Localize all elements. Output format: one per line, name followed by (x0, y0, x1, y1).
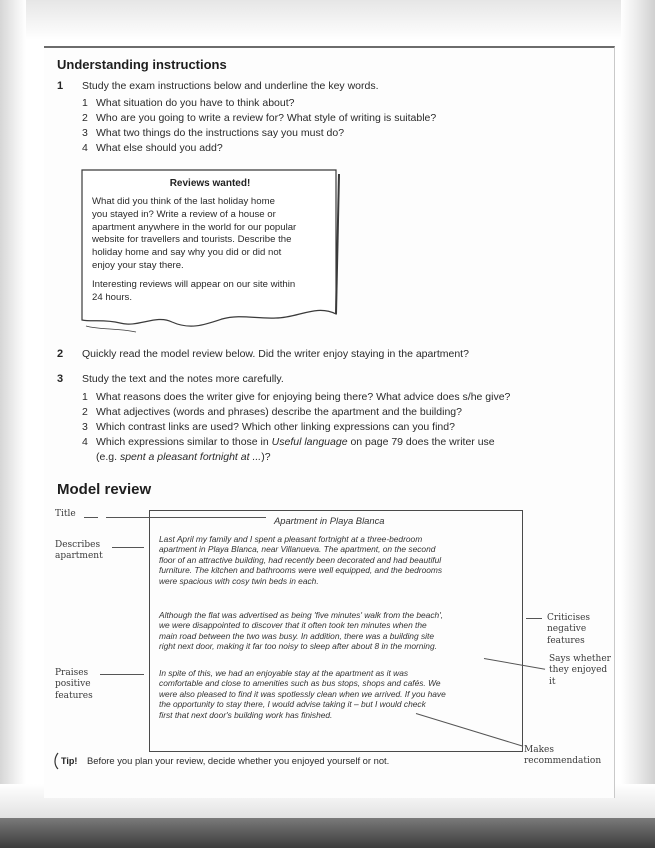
q1-item-4: 4 What else should you add? (82, 142, 223, 154)
note-describes: Describes apartment (55, 540, 103, 562)
model-review-heading: Model review (57, 481, 152, 498)
note-praises-connector (100, 674, 144, 675)
box-instructions: What did you think of the last holiday home you stayed in? Write a review of a house or apartment anywhere in the world for our popular website for travellers and tourists. Describe the holiday home and say why you did or did not enjoy your stay there. Interesting reviews will appear on our site within 24 hours. (92, 196, 297, 303)
q3-item-1: 1 What reasons does the writer give for enjoying being there? What advice does s/he give? (82, 391, 511, 403)
note-describes-connector (112, 547, 144, 548)
note-criticises-connector (526, 618, 542, 619)
note-says: Says whether they enjoyed it (549, 654, 611, 687)
q1-item-3: 3 What two things do the instructions say you must do? (82, 127, 345, 139)
question-2-number: 2 (57, 348, 64, 360)
review-title: Apartment in Playa Blanca (274, 515, 385, 526)
tip-label: Tip! (61, 756, 78, 766)
tip-text: Before you plan your review, decide whether you enjoyed yourself or not. (87, 755, 390, 766)
section-heading: Understanding instructions (57, 57, 227, 72)
scan-shadow-right (621, 0, 655, 848)
review-paragraph-3: In spite of this, we had an enjoyable stay at the apartment as it was comfortable and close to amenities such as bus stops, shops and cafés. We were also pleased to find it was spotlessly clean when we arrived. If you have the opportunity to stay there, I would advise taking it – but I would check first that next door's building work has finished. (159, 668, 446, 720)
question-1-text: Study the exam instructions below and underline the key words. (82, 80, 379, 92)
q3-item-3: 3 Which contrast links are used? Which other linking expressions can you find? (82, 421, 455, 433)
note-title: Title (55, 509, 76, 519)
q1-item-2: 2 Who are you going to write a review for? What style of writing is suitable? (82, 112, 437, 124)
review-paragraph-2: Although the flat was advertised as being 'five minutes' walk from the beach', we were disappointed to discover that it often took ten minutes when the main road between the two was busy. In addition, there was a building site right next door, making it far too noisy to sleep after about 8 in the morning. (159, 610, 444, 652)
q3-item-4: 4 Which expressions similar to those in Useful language on page 79 does the writer use (82, 436, 495, 448)
question-3-number: 3 (57, 373, 64, 385)
worksheet-page (44, 46, 615, 798)
q3-item-4-example: (e.g. spent a pleasant fortnight at ...)? (96, 451, 271, 463)
question-3-text: Study the text and the notes more carefully. (82, 373, 284, 385)
note-title-connector (106, 517, 266, 518)
note-praises: Praises positive features (55, 668, 93, 701)
scanner-edge-strip (0, 818, 655, 848)
question-2-text: Quickly read the model review below. Did the writer enjoy staying in the apartment? (82, 348, 469, 360)
review-paragraph-1: Last April my family and I spent a pleasant fortnight at a three-bedroom apartment in Playa Blanca, near Villanueva. The apartment, on the second floor of an attractive building, had recently been decorated and had beautiful furniture. The kitchen and bathrooms were well equipped, and the bedrooms were spacious with cosy twin beds in each. (159, 534, 443, 586)
question-1-number: 1 (57, 80, 64, 92)
scan-shadow-left (0, 0, 26, 848)
note-criticises: Criticises negative features (547, 613, 591, 646)
scan-shadow-top (0, 0, 655, 40)
box-title: Reviews wanted! (169, 178, 251, 189)
q1-item-1: 1 What situation do you have to think about? (82, 97, 295, 109)
note-makes: Makes recommendation (524, 745, 602, 767)
q3-item-2: 2 What adjectives (words and phrases) describe the apartment and the building? (82, 406, 462, 418)
note-title-pointer (84, 517, 98, 518)
